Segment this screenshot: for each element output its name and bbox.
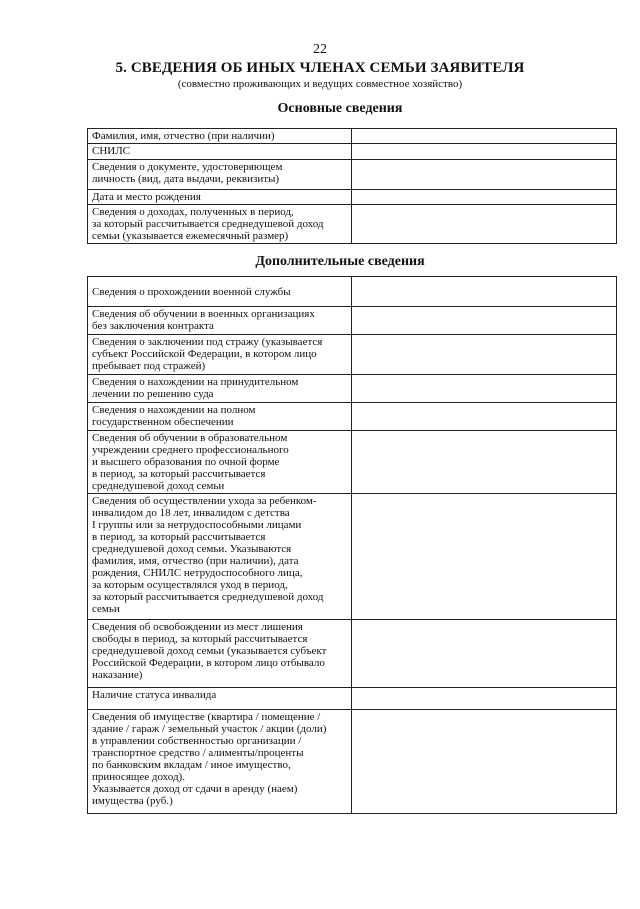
table-row	[88, 620, 617, 688]
field-value[interactable]	[352, 190, 617, 205]
field-value[interactable]	[352, 688, 617, 710]
field-value[interactable]	[352, 710, 617, 814]
form-section-subtitle: (совместно проживающих и ведущих совместное хозяйство)	[177, 78, 463, 90]
page-number: 22	[313, 42, 327, 57]
field-label: Сведения об осуществлении ухода за ребенком- инвалидом до 18 лет, инвалидом с детства I группы или за нетрудоспособными лицами в период, за который рассчитывается среднедушевой доход семьи. Указываются фамилия, имя, отчество (при наличии), дата рождения, СНИЛС нетрудоспособного лица, за которым осуществлялся уход в период, за который рассчитывается среднедушевой доход семьи	[88, 494, 352, 620]
table-row	[88, 205, 617, 244]
field-label: Сведения об имуществе (квартира / помещение / здание / гараж / земельный участок / акции (доли) в управлении собственностью организации / транспортное средство / алименты/проценты по банковским вкладам / иное имущество, приносящее доход). Указывается доход от сдачи в аренду (наем) имущества (руб.)	[88, 710, 352, 814]
field-label: Сведения о доходах, полученных в период, за который рассчитывается среднедушевой доход семьи (указывается ежемесячный размер)	[88, 205, 352, 244]
field-value[interactable]	[352, 431, 617, 494]
table-row	[88, 403, 617, 431]
field-label: Сведения об освобождении из мест лишения свободы в период, за который рассчитывается среднедушевой доход семьи (указывается субъект Российской Федерации, в котором лицо отбывало наказание)	[88, 620, 352, 688]
field-label: Сведения о нахождении на полном государственном обеспечении	[88, 403, 352, 431]
additional-info-table	[87, 276, 617, 814]
field-label: Сведения о документе, удостоверяющем личность (вид, дата выдачи, реквизиты)	[88, 160, 352, 190]
table-row	[88, 688, 617, 710]
field-label: Сведения об обучении в военных организациях без заключения контракта	[88, 307, 352, 335]
field-value[interactable]	[352, 494, 617, 620]
field-value[interactable]	[352, 277, 617, 307]
table-row	[88, 129, 617, 144]
field-value[interactable]	[352, 160, 617, 190]
form-section-title: 5. СВЕДЕНИЯ ОБ ИНЫХ ЧЛЕНАХ СЕМЬИ ЗАЯВИТЕЛЯ	[115, 60, 525, 76]
main-info-heading: Основные сведения	[277, 101, 403, 116]
field-value[interactable]	[352, 403, 617, 431]
field-value[interactable]	[352, 144, 617, 160]
table-row	[88, 307, 617, 335]
field-label: Сведения о прохождении военной службы	[88, 277, 352, 307]
field-label: Сведения об обучении в образовательном учреждении среднего профессионального и высшего образования по очной форме в период, за который рассчитывается среднедушевой доход семьи	[88, 431, 352, 494]
field-label: Сведения о заключении под стражу (указывается субъект Российской Федерации, в котором лицо пребывает под стражей)	[88, 335, 352, 375]
main-info-table	[87, 128, 617, 244]
table-row	[88, 375, 617, 403]
field-value[interactable]	[352, 307, 617, 335]
field-label: СНИЛС	[88, 144, 352, 160]
table-row	[88, 144, 617, 160]
field-value[interactable]	[352, 375, 617, 403]
field-value[interactable]	[352, 335, 617, 375]
table-row	[88, 277, 617, 307]
table-row	[88, 190, 617, 205]
field-value[interactable]	[352, 205, 617, 244]
field-value[interactable]	[352, 129, 617, 144]
table-row	[88, 160, 617, 190]
additional-info-heading: Дополнительные сведения	[255, 254, 425, 269]
field-label: Сведения о нахождении на принудительном лечении по решению суда	[88, 375, 352, 403]
field-label: Дата и место рождения	[88, 190, 352, 205]
table-row	[88, 494, 617, 620]
table-row	[88, 431, 617, 494]
field-label: Фамилия, имя, отчество (при наличии)	[88, 129, 352, 144]
table-row	[88, 710, 617, 814]
field-label: Наличие статуса инвалида	[88, 688, 352, 710]
field-value[interactable]	[352, 620, 617, 688]
table-row	[88, 335, 617, 375]
